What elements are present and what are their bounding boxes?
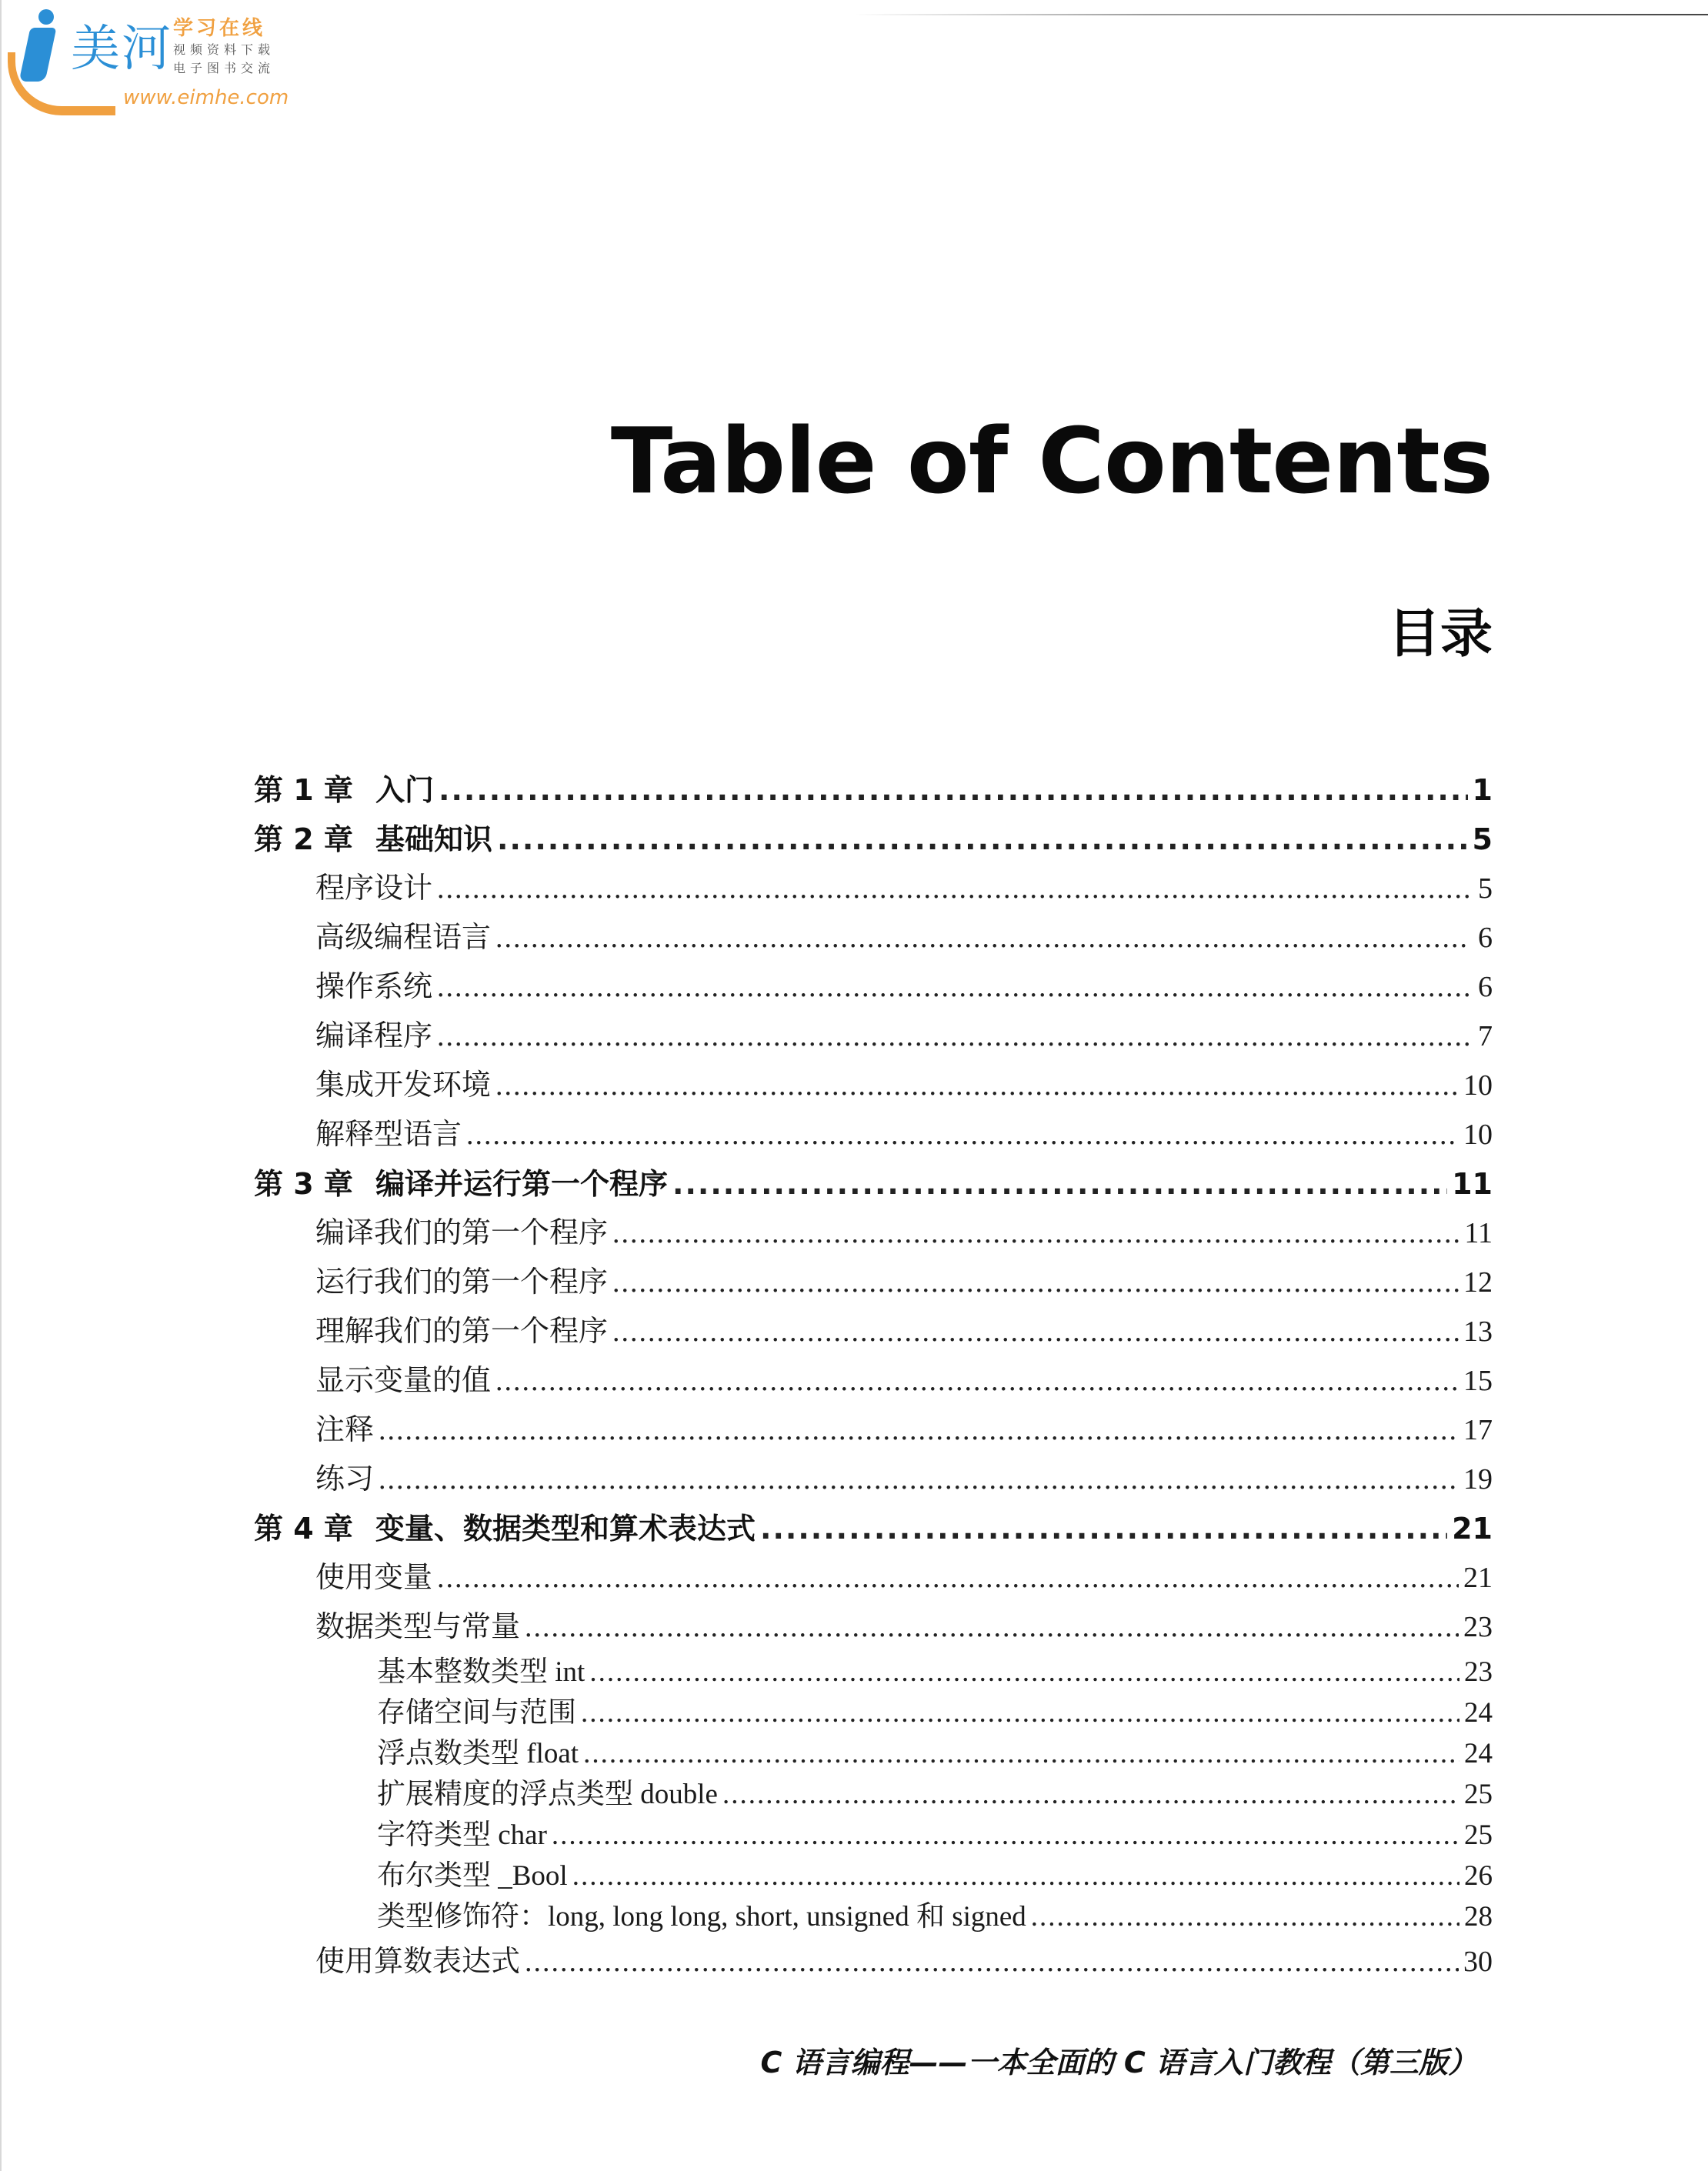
dot-leader (379, 1455, 1459, 1504)
toc-page-number: 6 (1478, 971, 1493, 1003)
toc-entry-label (315, 1258, 608, 1307)
toc-entry-label (254, 815, 492, 864)
toc-entry-label (377, 1896, 1026, 1937)
dot-leader (583, 1733, 1459, 1774)
toc-entry-subsection[interactable] (377, 1815, 1493, 1856)
toc-entry-title: 集成开发环境 (315, 1069, 492, 1102)
toc-entry-subsection[interactable] (377, 1856, 1493, 1896)
toc-entry-label (377, 1774, 718, 1815)
toc-entry-title: 变量、数据类型和算术表达式 (375, 1512, 756, 1546)
dot-leader (437, 1553, 1459, 1602)
toc-entry-label (315, 1307, 608, 1356)
dot-leader (581, 1692, 1459, 1733)
toc-entry-title: 类型修饰符：long, long long, short, unsigned 和 signed (377, 1901, 1026, 1933)
dot-leader (437, 1012, 1469, 1061)
toc-entry-title: 浮点数类型 float (377, 1738, 579, 1769)
dot-leader (572, 1856, 1459, 1896)
toc-entry-label (315, 913, 491, 962)
watermark-logo (8, 6, 315, 114)
toc-entry-label (315, 1012, 432, 1061)
toc-page-number: 7 (1478, 1020, 1493, 1052)
dot-leader (722, 1774, 1459, 1815)
toc-page-number: 30 (1463, 1946, 1493, 1978)
toc-entry-title: 布尔类型 _Bool (377, 1860, 568, 1892)
chapter-number: 第 3 章 (254, 1167, 353, 1201)
toc-entry-subsection[interactable] (377, 1896, 1493, 1937)
toc-entry-title: 程序设计 (315, 872, 433, 905)
toc-page-number: 12 (1463, 1266, 1493, 1299)
toc-entry-title: 字符类型 char (377, 1819, 547, 1851)
dot-leader (612, 1258, 1459, 1307)
toc-entry-label (377, 1856, 568, 1896)
toc-entry-title: 高级编程语言 (315, 922, 492, 954)
toc-entry-section[interactable] (315, 1061, 1493, 1110)
toc-entry-label (377, 1692, 576, 1733)
toc-page-number: 6 (1478, 922, 1493, 954)
dot-leader (589, 1652, 1459, 1692)
toc-entry-section[interactable] (315, 1258, 1493, 1307)
toc-page-number: 23 (1464, 1656, 1493, 1688)
toc-entry-label (315, 1209, 608, 1258)
toc-page-number: 28 (1464, 1901, 1493, 1933)
toc-entry-section[interactable] (315, 1406, 1493, 1455)
toc-page-number: 11 (1452, 1167, 1493, 1201)
toc-page-number: 1 (1472, 773, 1493, 807)
dot-leader (437, 962, 1469, 1012)
logo-sub-line-2: 电子图书交流 (173, 61, 275, 75)
toc-page-number: 21 (1452, 1512, 1493, 1546)
dot-leader (497, 815, 1468, 864)
page-edge (0, 0, 2, 2171)
book-title-footer: C 语言编程——一本全面的 C 语言入门教程（第三版） (760, 2046, 1477, 2079)
chapter-number: 第 4 章 (254, 1512, 353, 1546)
toc-entry-title: 存储空间与范围 (377, 1697, 576, 1729)
toc-entry-title: 使用变量 (315, 1562, 433, 1594)
toc-entry-title: 数据类型与常量 (315, 1611, 521, 1643)
toc-page-number: 5 (1472, 822, 1493, 856)
toc-entry-chapter[interactable] (254, 1504, 1493, 1553)
toc-entry-label (315, 1110, 462, 1159)
page-title-chinese: 目录 (1387, 604, 1493, 665)
toc-entry-title: 使用算数表达式 (315, 1946, 521, 1978)
toc-entry-section[interactable] (315, 864, 1493, 913)
dot-leader (495, 913, 1469, 962)
toc-entry-title: 扩展精度的浮点类型 double (377, 1779, 718, 1810)
toc-entry-label (377, 1652, 585, 1692)
toc-entry-section[interactable] (315, 1553, 1493, 1602)
dot-leader (437, 864, 1469, 913)
toc-entry-subsection[interactable] (377, 1733, 1493, 1774)
dot-leader (612, 1209, 1459, 1258)
logo-name: 美河 (71, 21, 172, 78)
toc-entry-title: 练习 (315, 1463, 375, 1496)
toc-entry-label (254, 765, 434, 815)
toc-page-number: 25 (1464, 1819, 1493, 1851)
toc-entry-section[interactable] (315, 1937, 1493, 1986)
toc-entry-title: 注释 (315, 1414, 375, 1446)
toc-page-number: 19 (1463, 1463, 1493, 1496)
toc-entry-title: 运行我们的第一个程序 (315, 1266, 609, 1299)
dot-leader (612, 1307, 1459, 1356)
toc-entry-subsection[interactable] (377, 1652, 1493, 1692)
toc-page-number: 17 (1463, 1414, 1493, 1446)
toc-entry-label (315, 1406, 374, 1455)
toc-entry-label (377, 1733, 579, 1774)
toc-entry-label (254, 1159, 668, 1209)
toc-entry-title: 编译我们的第一个程序 (315, 1217, 609, 1249)
toc-entry-label (315, 1061, 491, 1110)
toc-entry-label (377, 1815, 547, 1856)
logo-url: www.eimhe.com (123, 86, 289, 109)
toc-entry-section[interactable] (315, 1356, 1493, 1406)
dot-leader (379, 1406, 1459, 1455)
toc-entry-section[interactable] (315, 1455, 1493, 1504)
scan-line (854, 14, 1708, 15)
toc-entry-section[interactable] (315, 913, 1493, 962)
toc-entry-label (315, 1553, 432, 1602)
toc-entry-chapter[interactable] (254, 815, 1493, 864)
toc-page-number: 21 (1463, 1562, 1493, 1594)
toc-page-number: 10 (1463, 1119, 1493, 1151)
dot-leader (495, 1061, 1459, 1110)
toc-entry-title: 显示变量的值 (315, 1365, 492, 1397)
toc-entry-section[interactable] (315, 1602, 1493, 1652)
toc-entry-title: 编译并运行第一个程序 (375, 1167, 669, 1201)
toc-entry-label (315, 1937, 520, 1986)
dot-leader (439, 765, 1468, 815)
toc-page-number: 15 (1463, 1365, 1493, 1397)
dot-leader (525, 1602, 1459, 1652)
logo-tagline: 学习在线 (173, 17, 266, 40)
dot-leader (466, 1110, 1459, 1159)
dot-leader (760, 1504, 1447, 1553)
toc-entry-title: 理解我们的第一个程序 (315, 1316, 609, 1348)
toc-entry-subsection[interactable] (377, 1774, 1493, 1815)
toc-entry-subsection[interactable] (377, 1692, 1493, 1733)
toc-entry-chapter[interactable] (254, 1159, 1493, 1209)
chapter-number: 第 2 章 (254, 822, 353, 856)
dot-leader (495, 1356, 1459, 1406)
toc-entry-label (315, 1602, 520, 1652)
dot-leader (672, 1159, 1447, 1209)
dot-leader (552, 1815, 1459, 1856)
toc-page-number: 10 (1463, 1069, 1493, 1102)
toc-page-number: 23 (1463, 1611, 1493, 1643)
table-of-contents (254, 765, 1493, 1986)
toc-entry-title: 操作系统 (315, 971, 433, 1003)
toc-entry-title: 基本整数类型 int (377, 1656, 585, 1688)
toc-page-number: 24 (1464, 1738, 1493, 1769)
logo-sub-line-1: 视频资料下载 (173, 42, 275, 57)
page-title-english: Table of Contents (610, 408, 1493, 514)
toc-entry-section[interactable] (315, 1209, 1493, 1258)
toc-entry-chapter[interactable] (254, 765, 1493, 815)
toc-entry-section[interactable] (315, 1307, 1493, 1356)
toc-page-number: 11 (1464, 1217, 1493, 1249)
toc-entry-title: 入门 (375, 773, 435, 807)
toc-page-number: 13 (1463, 1316, 1493, 1348)
toc-entry-label (315, 962, 432, 1012)
toc-entry-label (315, 1356, 491, 1406)
toc-entry-section[interactable] (315, 1012, 1493, 1061)
toc-entry-label (315, 1455, 374, 1504)
toc-entry-title: 编译程序 (315, 1020, 433, 1052)
toc-entry-section[interactable] (315, 1110, 1493, 1159)
toc-page-number: 26 (1464, 1860, 1493, 1892)
chapter-number: 第 1 章 (254, 773, 353, 807)
toc-entry-label (315, 864, 432, 913)
toc-page-number: 5 (1478, 872, 1493, 905)
dot-leader (1031, 1896, 1459, 1937)
toc-page-number: 24 (1464, 1697, 1493, 1729)
toc-entry-section[interactable] (315, 962, 1493, 1012)
dot-leader (525, 1937, 1459, 1986)
toc-entry-label (254, 1504, 756, 1553)
toc-page-number: 25 (1464, 1779, 1493, 1810)
toc-entry-title: 解释型语言 (315, 1119, 462, 1151)
toc-entry-title: 基础知识 (375, 822, 493, 856)
